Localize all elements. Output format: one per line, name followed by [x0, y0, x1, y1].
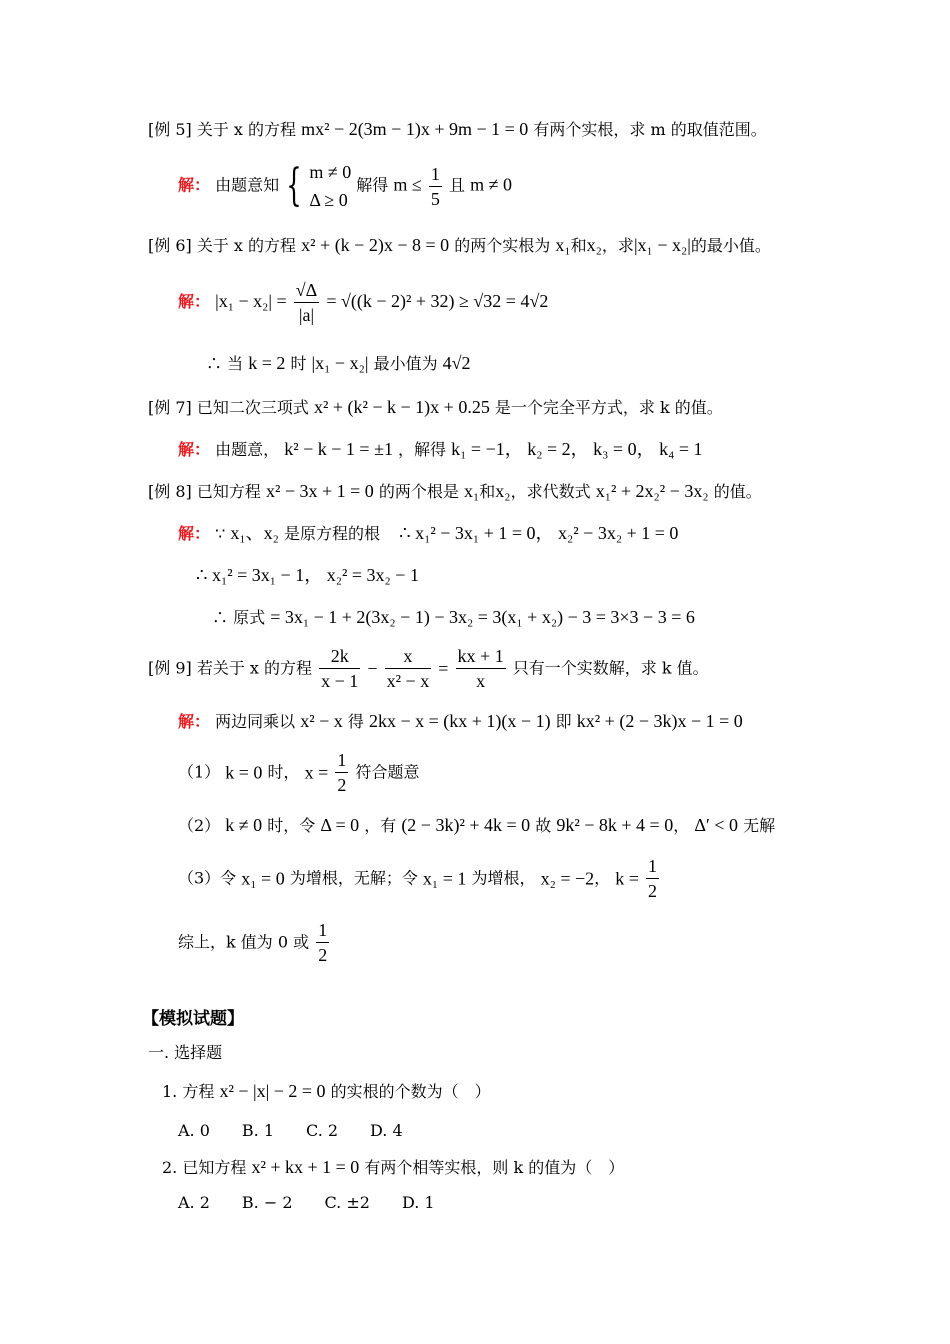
- mock-q2-options: A. 2 B. − 2 C. ±2 D. 1: [178, 1193, 435, 1212]
- mock-q1: 1. 方程 x² − |x| − 2 = 0 的实根的个数为（ ）: [162, 1081, 491, 1101]
- ex7-equation: x² + (k² − k − 1)x + 0.25: [313, 397, 490, 417]
- solution-label: 解：: [178, 175, 211, 195]
- fraction: $\frac{x}{\text{x² − x}}$: [386, 646, 430, 691]
- ex8-question: [例 8] 已知方程 x² − 3x + 1 = 0 的两个根是 x₁和x₂，求代数式 x₁² + 2x₂² − 3x₂ 的值。: [148, 481, 762, 501]
- ex8-solution-line3: ∴ 原式 = 3x₁ − 1 + 2(3x₂ − 1) − 3x₂ = 3(x₁ + x₂) − 3 = 3×3 − 3 = 6: [212, 607, 695, 627]
- ex9-conclusion: 综上，k 值为 0 或 $\frac{1}{2}$: [178, 920, 328, 965]
- mock-heading: 【模拟试题】: [142, 1009, 244, 1029]
- ex7-question: [例 7] 已知二次三项式 x² + (k² − k − 1)x + 0.25 是一个完全平方式，求 k 的值。: [148, 397, 723, 417]
- ex9-case1: （1） k = 0 时， x = $\frac{1}{2}$ 符合题意: [178, 750, 420, 795]
- ex6-question: [例 6] 关于 x 的方程 x² + (k − 2)x − 8 = 0 的两个实根为 x₁和x₂，求|x₁ − x₂|的最小值。: [148, 235, 771, 255]
- fraction: $\frac{1}{5}$: [430, 163, 440, 209]
- solution-label: 解：: [178, 292, 211, 311]
- fraction: $\frac{√\Delta}{|a|}$: [295, 280, 318, 325]
- solution-label: 解：: [178, 440, 211, 459]
- ex9-question: [例 9] 若关于 x 的方程 $\frac{2k}{x - 1}$ − $\frac{x}{\text{x² − x}}$ = $\frac{kx + 1}{x}$ 只有一个实数解，求 k 值。: [148, 646, 709, 691]
- solution-label: 解：: [178, 712, 211, 731]
- ex9-solution: 解： 两边同乘以 x² − x 得 2kx − x = (kx + 1)(x − 1) 即 kx² + (2 − 3k)x − 1 = 0: [178, 711, 743, 731]
- ex5-equation: mx² − 2(3m − 1)x + 9m − 1 = 0: [301, 119, 529, 139]
- system-brace: {: [286, 160, 302, 211]
- ex5-solution: 解： 由题意知 { m ≠ 0 Δ ≥ 0 解得 m ≤ $\frac{1}{5}$ 且 m ≠ 0: [178, 158, 512, 214]
- ex8-equation: x² − 3x + 1 = 0: [265, 481, 374, 501]
- fraction: $\frac{kx + 1}{x}$: [457, 646, 504, 691]
- ex6-equation: x² + (k − 2)x − 8 = 0: [301, 235, 450, 255]
- ex9-case2: （2） k ≠ 0 时，令 Δ = 0 ，有 (2 − 3k)² + 4k = 0 故 9k² − 8k + 4 = 0， Δ′ < 0 无解: [178, 815, 776, 835]
- ex7-solution: 解： 由题意， k² − k − 1 = ±1 ，解得 k₁ = −1， k₂ = 2， k₃ = 0， k₄ = 1: [178, 439, 703, 459]
- fraction: $\frac{1}{2}$: [318, 920, 328, 965]
- ex6-solution: 解： |x₁ − x₂| = $\frac{√\Delta}{|a|}$ = √((k − 2)² + 32) ≥ √32 = 4√2: [178, 280, 549, 325]
- ex8-solution-line1: 解： ∵ x₁、x₂ 是原方程的根 ∴ x₁² − 3x₁ + 1 = 0， x₂² − 3x₂ + 1 = 0: [178, 523, 679, 543]
- ex6-conclusion: ∴ 当 k = 2 时 |x₁ − x₂| 最小值为 4√2: [206, 353, 471, 373]
- solution-label: 解：: [178, 524, 211, 543]
- mock-section: 一. 选择题: [148, 1043, 223, 1062]
- fraction: $\frac{1}{2}$: [648, 856, 657, 901]
- fraction: $\frac{2k}{x - 1}$: [321, 646, 359, 691]
- ex8-solution-line2: ∴ x₁² = 3x₁ − 1， x₂² = 3x₂ − 1: [196, 565, 419, 585]
- mock-q1-options: A. 0 B. 1 C. 2 D. 4: [178, 1121, 403, 1140]
- condition-system: m ≠ 0 Δ ≥ 0: [309, 162, 352, 210]
- ex9-case3: （3）令 x₁ = 0 为增根，无解；令 x₁ = 1 为增根， x₂ = −2， k = $\frac{1}{2}$: [178, 856, 657, 901]
- ex5-question: [例 5] 关于 x 的方程 mx² − 2(3m − 1)x + 9m − 1 = 0 有两个实根，求 m 的取值范围。: [148, 119, 767, 139]
- fraction: $\frac{1}{2}$: [337, 750, 347, 795]
- mock-q2: 2. 已知方程 x² + kx + 1 = 0 有两个相等实根，则 k 的值为（ ）: [162, 1157, 625, 1177]
